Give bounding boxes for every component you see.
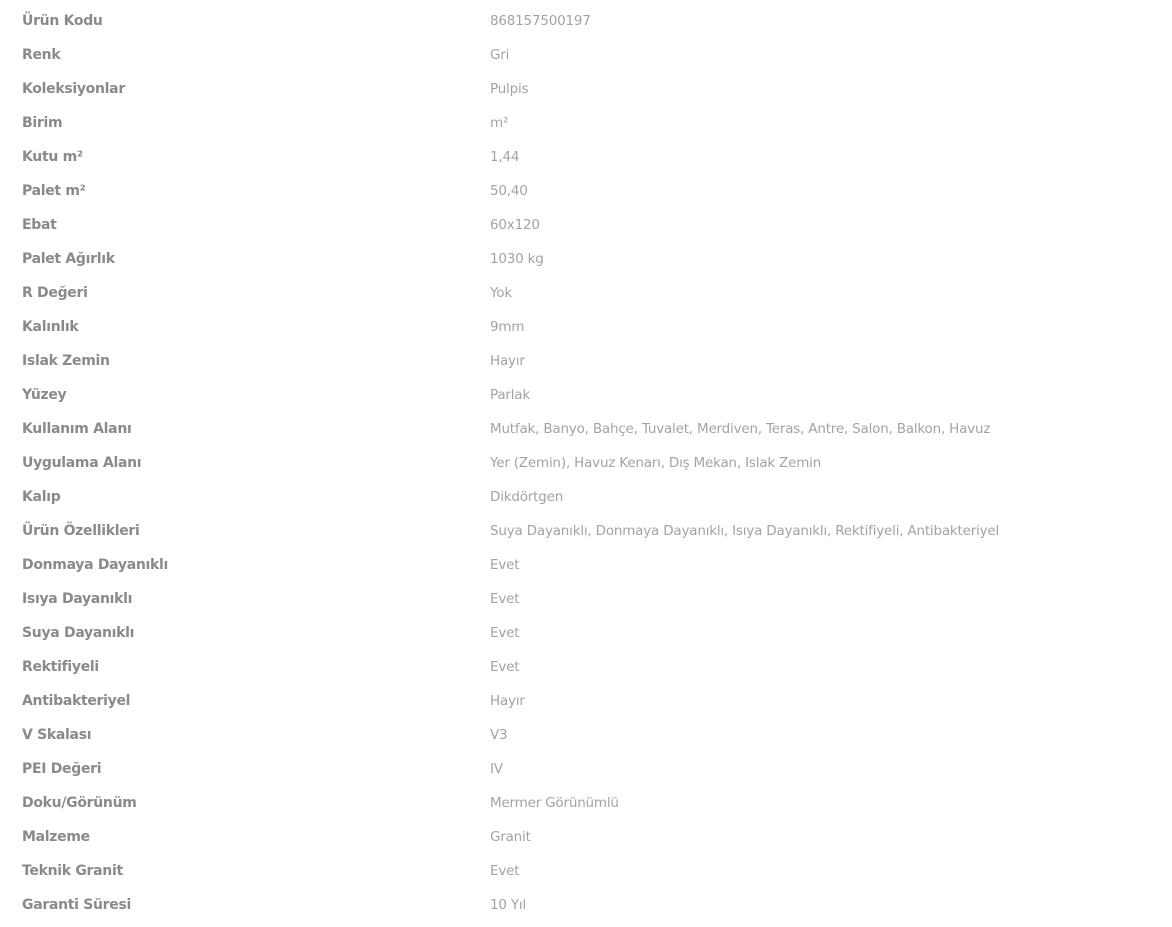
spec-value: Evet	[490, 863, 520, 879]
spec-label: Palet m²	[22, 183, 86, 199]
spec-value: 50,40	[490, 183, 528, 199]
spec-value: Suya Dayanıklı, Donmaya Dayanıklı, Isıya Dayanıklı, Rektifiyeli, Antibakteriyel	[490, 523, 1000, 539]
spec-label: Antibakteriyel	[22, 693, 131, 709]
spec-label: Islak Zemin	[22, 353, 110, 369]
spec-value: Yer (Zemin), Havuz Kenarı, Dış Mekan, Islak Zemin	[490, 455, 822, 471]
spec-value: Evet	[490, 659, 520, 675]
spec-row	[22, 446, 1152, 480]
spec-value: 1030 kg	[490, 251, 544, 267]
spec-row	[22, 548, 1152, 582]
spec-row	[22, 650, 1152, 684]
spec-row	[22, 72, 1152, 106]
spec-row	[22, 4, 1152, 38]
spec-label: Isıya Dayanıklı	[22, 591, 133, 607]
spec-row	[22, 412, 1152, 446]
spec-row	[22, 616, 1152, 650]
spec-row	[22, 786, 1152, 820]
spec-label: R Değeri	[22, 285, 88, 301]
spec-row	[22, 38, 1152, 72]
spec-label: V Skalası	[22, 727, 92, 743]
spec-label: Donmaya Dayanıklı	[22, 557, 169, 573]
spec-value: 9mm	[490, 319, 525, 335]
spec-label: Rektifiyeli	[22, 659, 99, 675]
spec-label: Kalıp	[22, 489, 61, 505]
spec-value: Evet	[490, 625, 520, 641]
spec-value: 868157500197	[490, 13, 591, 29]
spec-value: Dikdörtgen	[490, 489, 564, 505]
spec-label: Birim	[22, 115, 63, 131]
spec-label: Uygulama Alanı	[22, 455, 142, 471]
spec-value: Mermer Görünümlü	[490, 795, 619, 811]
spec-row	[22, 820, 1152, 854]
spec-row	[22, 514, 1152, 548]
spec-row	[22, 854, 1152, 888]
spec-label: Palet Ağırlık	[22, 251, 115, 267]
spec-value: Gri	[490, 47, 510, 63]
spec-row	[22, 310, 1152, 344]
spec-row	[22, 106, 1152, 140]
spec-row	[22, 344, 1152, 378]
spec-value: Hayır	[490, 353, 525, 369]
spec-value: m²	[490, 115, 509, 131]
spec-row	[22, 888, 1152, 922]
spec-value: Pulpis	[490, 81, 529, 97]
spec-row	[22, 752, 1152, 786]
spec-row	[22, 684, 1152, 718]
spec-value: Parlak	[490, 387, 530, 403]
spec-label: Yüzey	[22, 387, 67, 403]
spec-label: Doku/Görünüm	[22, 795, 137, 811]
spec-row	[22, 582, 1152, 616]
spec-row	[22, 242, 1152, 276]
spec-label: Teknik Granit	[22, 863, 123, 879]
spec-label: Garanti Süresi	[22, 897, 132, 913]
spec-value: 1,44	[490, 149, 520, 165]
spec-value: Mutfak, Banyo, Bahçe, Tuvalet, Merdiven, Teras, Antre, Salon, Balkon, Havuz	[490, 421, 991, 437]
spec-row	[22, 208, 1152, 242]
spec-label: Malzeme	[22, 829, 90, 845]
spec-label: Koleksiyonlar	[22, 81, 125, 97]
spec-label: Ürün Kodu	[22, 13, 103, 29]
spec-label: Ebat	[22, 217, 57, 233]
spec-row	[22, 480, 1152, 514]
spec-value: Evet	[490, 591, 520, 607]
spec-label: Kullanım Alanı	[22, 421, 132, 437]
spec-label: Kalınlık	[22, 319, 79, 335]
spec-label: Kutu m²	[22, 149, 83, 165]
spec-row	[22, 718, 1152, 752]
spec-row	[22, 174, 1152, 208]
spec-value: 10 Yıl	[490, 897, 527, 913]
spec-value: IV	[490, 761, 503, 777]
spec-label: Suya Dayanıklı	[22, 625, 135, 641]
spec-value: 60x120	[490, 217, 540, 233]
spec-value: Granit	[490, 829, 531, 845]
spec-value: V3	[490, 727, 508, 743]
spec-row	[22, 140, 1152, 174]
spec-label: Renk	[22, 47, 61, 63]
product-specs-table	[22, 4, 1152, 922]
spec-label: Ürün Özellikleri	[22, 523, 140, 539]
spec-row	[22, 276, 1152, 310]
spec-value: Evet	[490, 557, 520, 573]
spec-label: PEI Değeri	[22, 761, 102, 777]
spec-value: Yok	[490, 285, 512, 301]
spec-value: Hayır	[490, 693, 525, 709]
spec-row	[22, 378, 1152, 412]
